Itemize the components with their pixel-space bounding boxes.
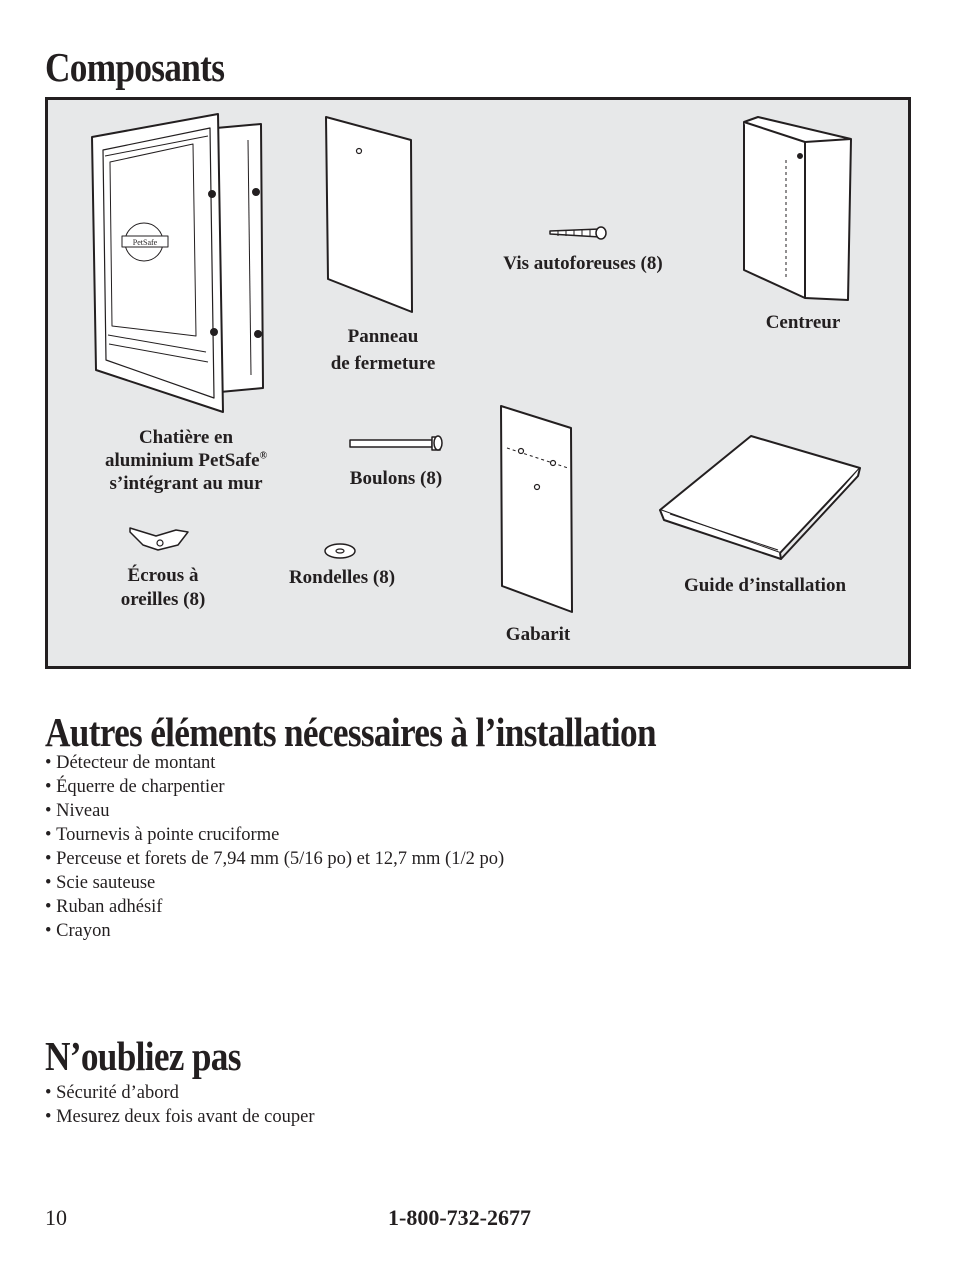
other-items-list	[45, 751, 504, 943]
centering-frame-icon	[744, 117, 851, 300]
list-item: • Tournevis à pointe cruciforme	[45, 823, 504, 847]
list-item: • Crayon	[45, 919, 504, 943]
list-item: • Scie sauteuse	[45, 871, 504, 895]
list-item: • Niveau	[45, 799, 504, 823]
support-phone-number: 1-800-732-2677	[388, 1205, 531, 1230]
remember-list	[45, 1081, 315, 1129]
label-screws: Vis autoforeuses (8)	[503, 253, 663, 274]
list-item: • Détecteur de montant	[45, 751, 504, 775]
closing-panel-shape	[326, 117, 412, 312]
list-item: • Mesurez deux fois avant de couper	[45, 1105, 315, 1129]
screw-icon	[550, 227, 606, 239]
page-number: 10	[45, 1205, 67, 1230]
petsafe-logo-text: PetSafe	[132, 238, 158, 247]
section-title-components: Composants	[45, 44, 225, 90]
bolt-icon	[350, 436, 442, 450]
template-sheet-icon	[501, 406, 572, 612]
install-guide-booklet-icon	[660, 436, 860, 559]
list-item: • Sécurité d’abord	[45, 1081, 315, 1105]
label-install-guide: Guide d’installation	[683, 575, 847, 596]
list-item: • Perceuse et forets de 7,94 mm (5/16 po) et 12,7 mm (1/2 po)	[45, 847, 504, 871]
label-bolts: Boulons (8)	[349, 468, 443, 489]
label-washers: Rondelles (8)	[288, 567, 396, 588]
section-title-other-items: Autres éléments nécessaires à l’installation	[45, 709, 656, 755]
label-pet-door: Chatière en aluminium PetSafe® s’intégrant au mur	[104, 427, 268, 494]
list-item: • Équerre de charpentier	[45, 775, 504, 799]
label-centering-frame: Centreur	[765, 312, 841, 333]
label-template: Gabarit	[505, 624, 571, 645]
label-closing-panel: Panneau de fermeture	[330, 326, 436, 374]
components-panel	[45, 97, 911, 669]
section-title-remember: N’oubliez pas	[45, 1033, 241, 1079]
wing-nut-icon	[130, 528, 188, 550]
washer-icon	[325, 544, 355, 558]
pet-door-back-frame	[216, 124, 263, 392]
list-item: • Ruban adhésif	[45, 895, 504, 919]
label-wing-nuts: Écrous à oreilles (8)	[120, 565, 206, 610]
